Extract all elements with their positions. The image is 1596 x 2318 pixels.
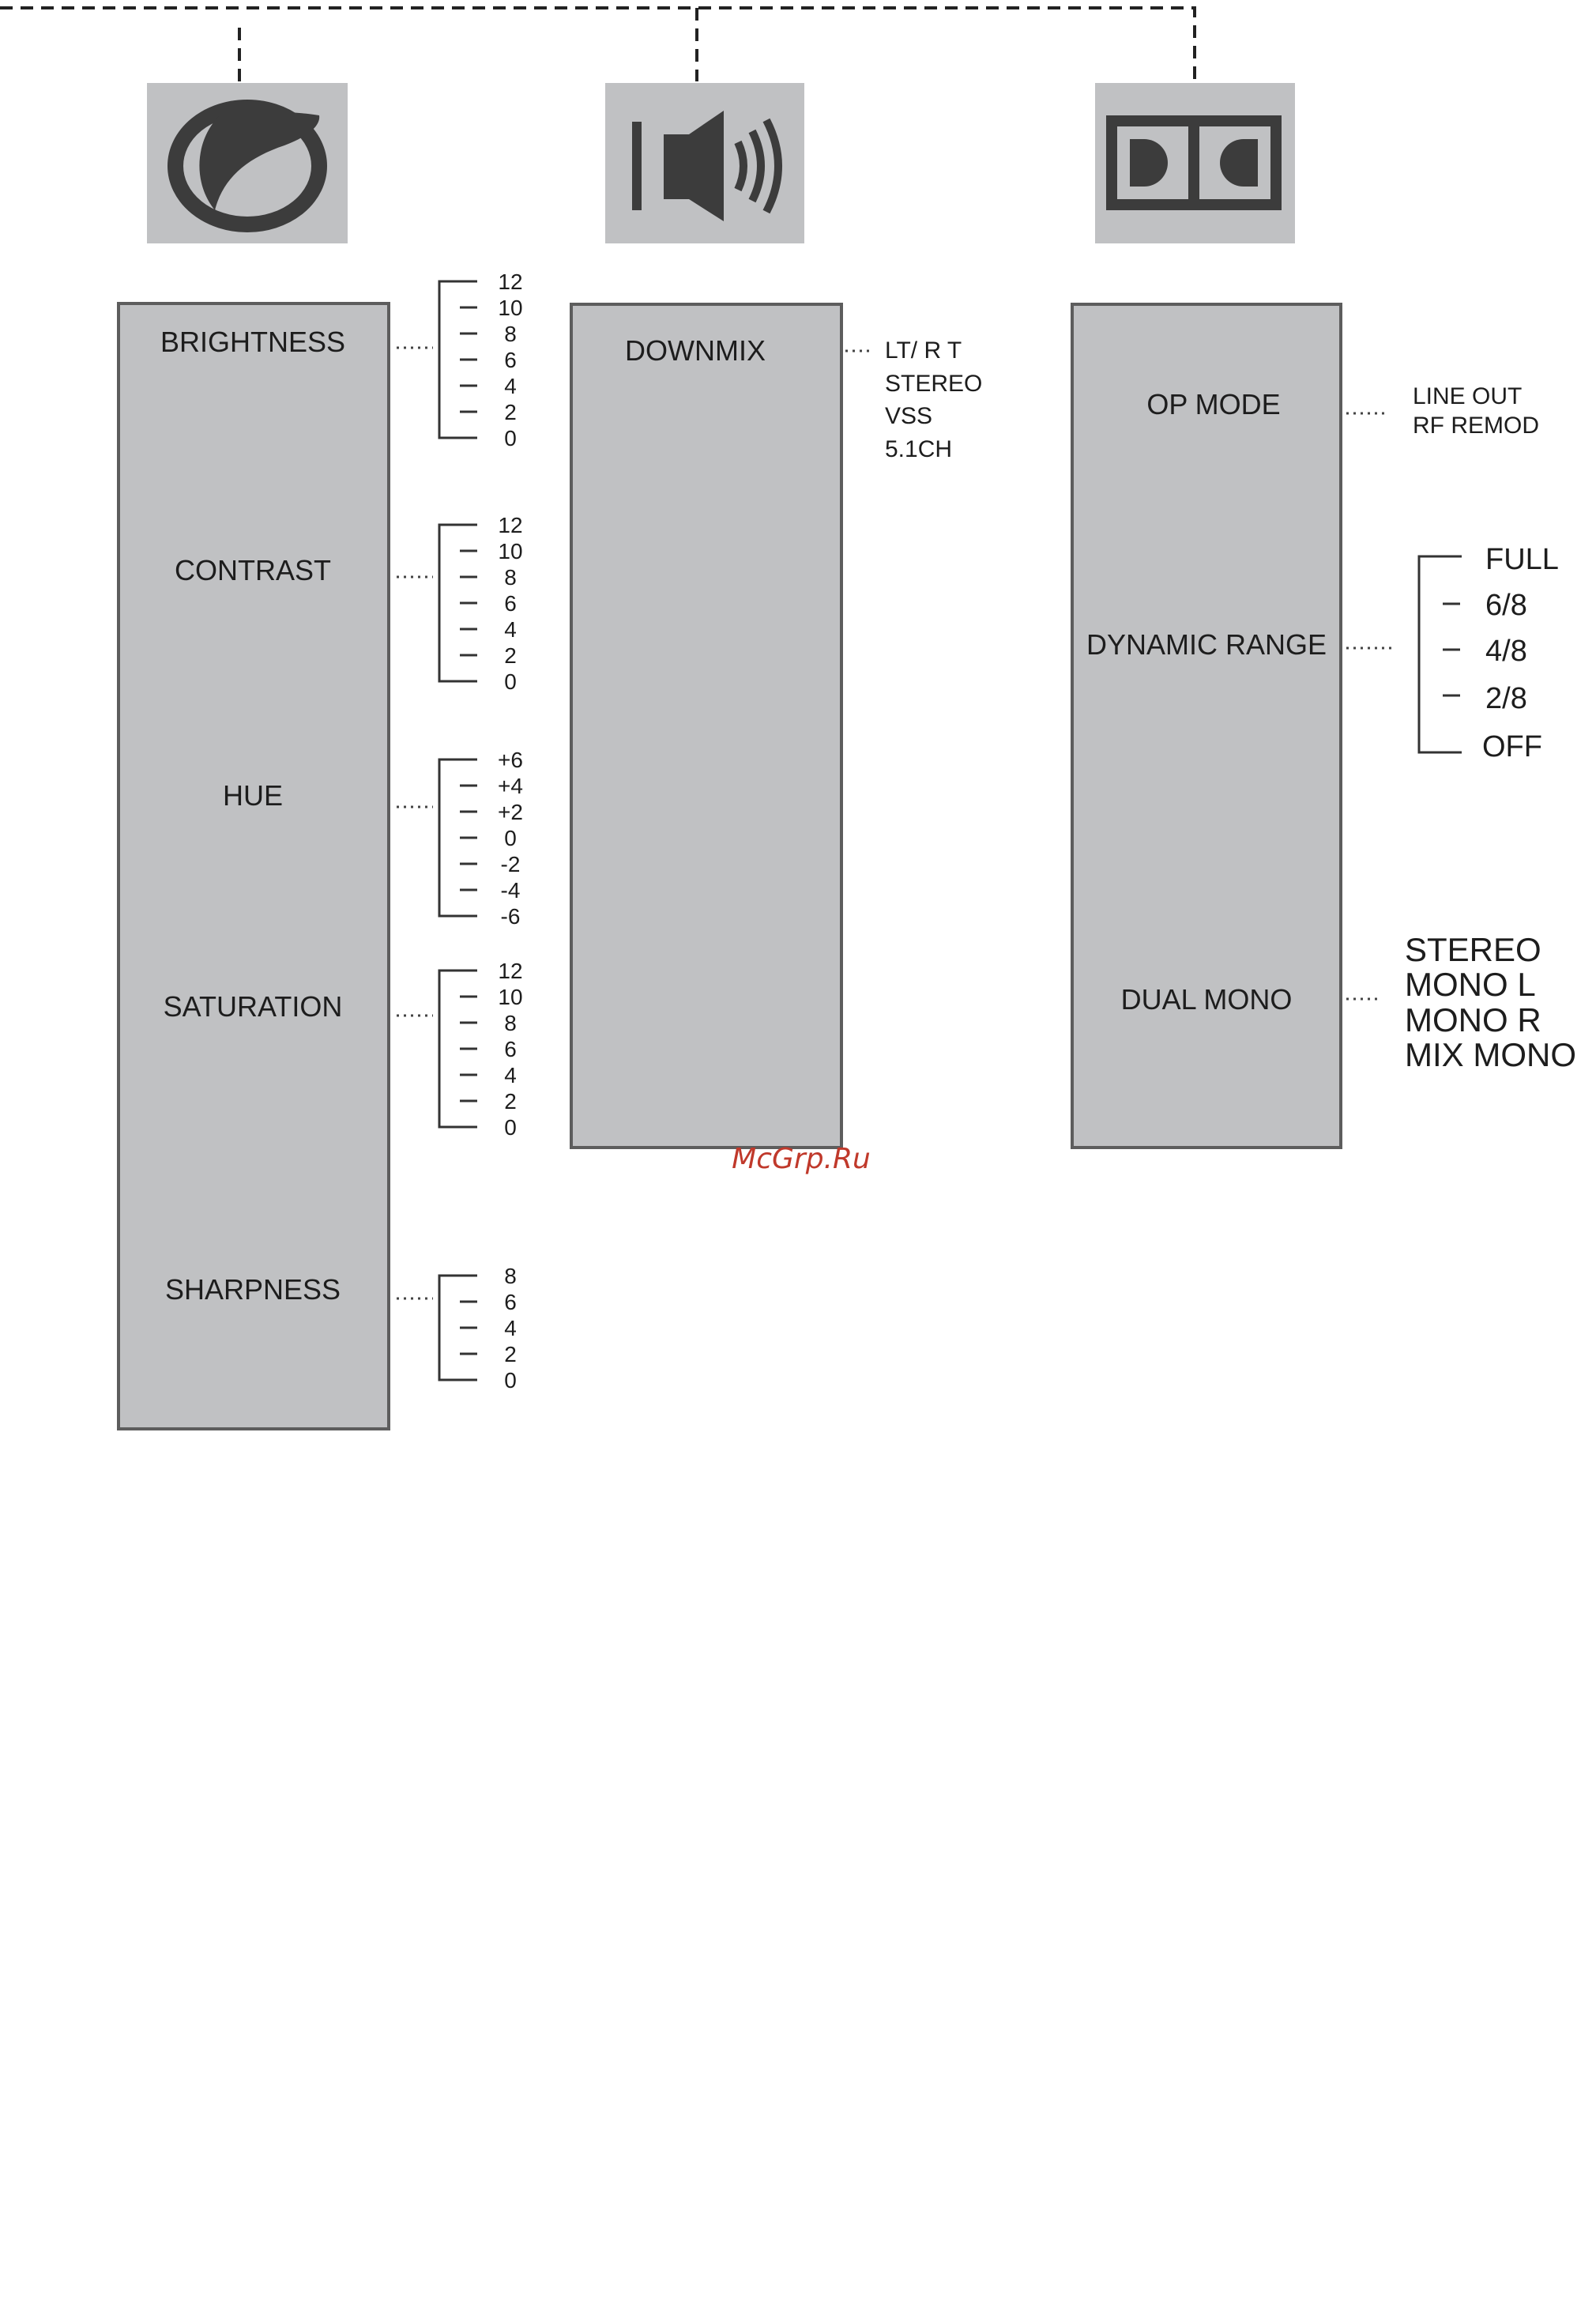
downmix-option[interactable]: STEREO — [885, 371, 983, 397]
contrast-scale-value[interactable]: 0 — [504, 669, 517, 694]
op-mode-option[interactable]: RF REMOD — [1413, 413, 1539, 439]
saturation-scale-value[interactable]: 12 — [498, 959, 523, 983]
brightness-scale-value[interactable]: 12 — [498, 269, 523, 294]
brightness-scale-value[interactable]: 2 — [504, 400, 517, 424]
downmix-option[interactable]: VSS — [885, 403, 933, 429]
dynamic-range-bracket — [1419, 556, 1462, 752]
saturation-scale-value[interactable]: 4 — [504, 1063, 517, 1087]
brightness-scale-value[interactable]: 4 — [504, 374, 517, 398]
brightness-scale-value[interactable]: 10 — [498, 296, 523, 320]
sharpness-label: SHARPNESS — [164, 1273, 341, 1306]
dynamic-range-value[interactable]: FULL — [1485, 543, 1559, 576]
dual-mono-label: DUAL MONO — [1120, 983, 1293, 1016]
dynamic-range-value[interactable]: 6/8 — [1485, 589, 1527, 622]
sharpness-scale-value[interactable]: 4 — [504, 1316, 517, 1340]
brightness-scale-value[interactable]: 8 — [504, 322, 517, 346]
saturation-label: SATURATION — [163, 990, 343, 1023]
audio-settings-panel — [571, 304, 841, 1148]
dolby-icon — [1095, 83, 1295, 243]
hue-scale-value[interactable]: -2 — [500, 852, 521, 876]
op-mode-label: OP MODE — [1146, 388, 1281, 420]
saturation-scale-value[interactable]: 10 — [498, 985, 523, 1009]
dual-mono-option[interactable]: STEREO — [1405, 931, 1541, 968]
brightness-scale-value[interactable]: 6 — [504, 348, 517, 372]
brightness-label: BRIGHTNESS — [160, 326, 346, 358]
saturation-scale-value[interactable]: 8 — [504, 1011, 517, 1035]
video-settings-panel — [119, 303, 389, 1429]
dynamic-range-value[interactable]: OFF — [1482, 730, 1542, 763]
sharpness-scale-value[interactable]: 6 — [504, 1290, 517, 1314]
hue-scale-value[interactable]: 0 — [504, 826, 517, 850]
sharpness-scale-value[interactable]: 2 — [504, 1342, 517, 1366]
sharpness-scale-value[interactable]: 8 — [504, 1264, 517, 1288]
contrast-label: CONTRAST — [175, 554, 331, 586]
hue-scale-value[interactable]: +4 — [498, 774, 523, 798]
dolby-settings-panel — [1072, 304, 1341, 1148]
downmix-option[interactable]: 5.1CH — [885, 436, 953, 462]
contrast-scale-value[interactable]: 8 — [504, 565, 517, 590]
contrast-scale-value[interactable]: 2 — [504, 643, 517, 668]
hue-scale-value[interactable]: -4 — [500, 878, 521, 903]
watermark: McGrp.Ru — [732, 1143, 871, 1175]
saturation-scale-value[interactable]: 0 — [504, 1115, 517, 1140]
dynamic-range-label: DYNAMIC RANGE — [1086, 628, 1327, 661]
dual-mono-option[interactable]: MONO L — [1405, 966, 1536, 1003]
contrast-scale-value[interactable]: 6 — [504, 591, 517, 616]
downmix-option[interactable]: LT/ R T — [885, 337, 962, 364]
contrast-scale-value[interactable]: 10 — [498, 539, 523, 563]
hue-scale-value[interactable]: -6 — [500, 904, 521, 929]
dynamic-range-value[interactable]: 2/8 — [1485, 682, 1527, 715]
saturation-scale-value[interactable]: 6 — [504, 1037, 517, 1061]
video-settings-icon — [147, 83, 348, 243]
dual-mono-option[interactable]: MIX MONO — [1405, 1036, 1576, 1073]
contrast-scale-value[interactable]: 4 — [504, 617, 517, 642]
dynamic-range-value[interactable]: 4/8 — [1485, 635, 1527, 668]
hue-scale-value[interactable]: +2 — [498, 800, 523, 824]
contrast-scale-value[interactable]: 12 — [498, 513, 523, 537]
downmix-label: DOWNMIX — [625, 334, 766, 367]
hue-label: HUE — [222, 779, 284, 812]
brightness-scale-value[interactable]: 0 — [504, 426, 517, 450]
top-connector — [0, 8, 1195, 81]
speaker-icon — [605, 83, 804, 243]
dual-mono-option[interactable]: MONO R — [1405, 1001, 1541, 1038]
sharpness-scale-value[interactable]: 0 — [504, 1368, 517, 1393]
saturation-scale-value[interactable]: 2 — [504, 1089, 517, 1114]
hue-scale-value[interactable]: +6 — [498, 748, 523, 772]
op-mode-option[interactable]: LINE OUT — [1413, 383, 1523, 409]
